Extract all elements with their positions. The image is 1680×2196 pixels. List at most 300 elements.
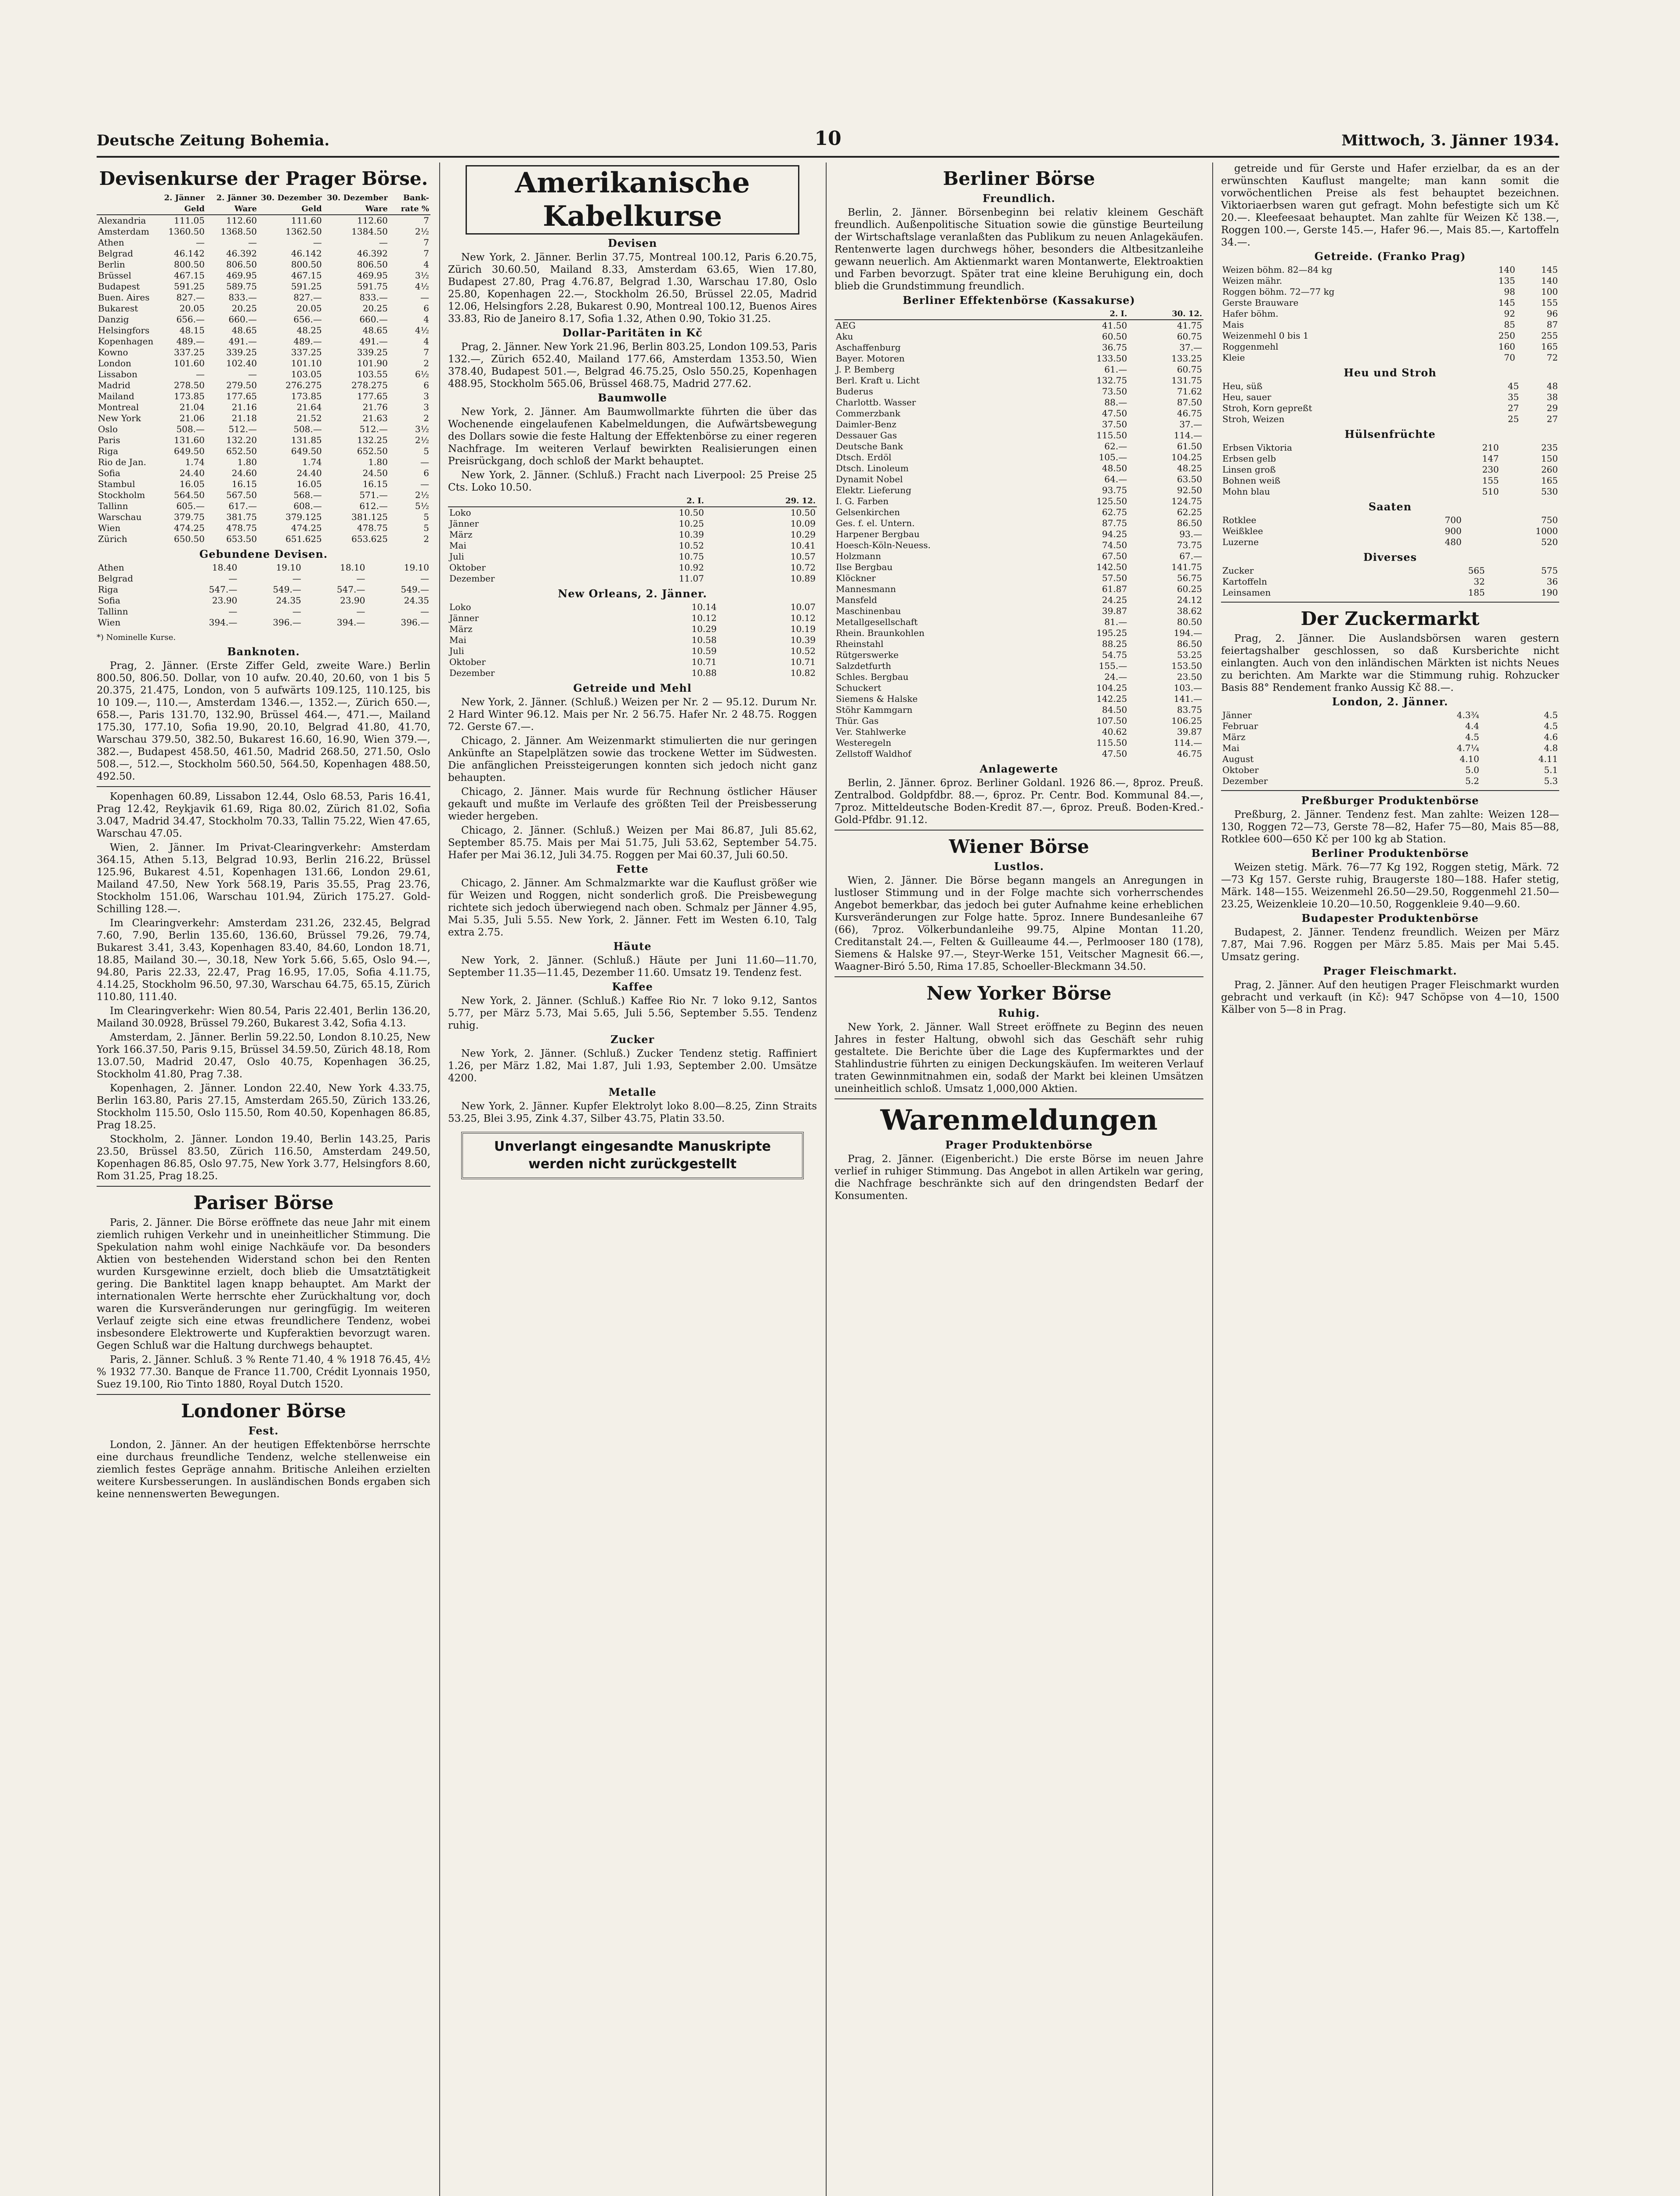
- row-label: August: [1222, 754, 1254, 764]
- row-value: —: [420, 457, 429, 467]
- table-row: [97, 457, 430, 468]
- row-value: 5: [423, 446, 429, 456]
- row-value: 102.40: [226, 358, 257, 368]
- table-row: [835, 529, 1203, 540]
- row-value: 111.60: [291, 215, 322, 226]
- row-value: 5: [423, 512, 429, 522]
- table-row: [97, 512, 430, 523]
- row-value: 38: [1546, 392, 1558, 402]
- table-row: [1221, 264, 1559, 275]
- row-value: 547.—: [336, 584, 365, 595]
- table-row: [97, 336, 430, 347]
- row-value: 508.—: [176, 424, 205, 434]
- row-value: 194.—: [1174, 628, 1202, 638]
- row-value: 37.—: [1179, 419, 1202, 430]
- row-value: 649.50: [291, 446, 322, 456]
- row-value: 70: [1504, 352, 1515, 363]
- paragraph: Amsterdam, 2. Jänner. Berlin 59.22.50, London 8.10.25, New York 166.37.50, Paris 9.15, Brüssel 34.59.50, Zürich 48.18, Rom 13.07.50, Madrid 20.47, Oslo 40.75, Kopenhagen 36.25, Stockholm 41.80, Prag 7.38.: [97, 1032, 430, 1080]
- row-value: 27: [1546, 414, 1558, 424]
- table-row: [835, 726, 1203, 737]
- diverses-title: Diverses: [1363, 551, 1417, 563]
- table-row: [835, 595, 1203, 606]
- row-value: 11.07: [679, 573, 704, 584]
- row-value: 39.87: [1177, 726, 1202, 737]
- table-row: [97, 248, 430, 259]
- table-row: [835, 364, 1203, 375]
- row-value: 1.80: [237, 457, 257, 467]
- page-number: 10: [814, 127, 842, 150]
- column-2: [448, 163, 817, 2196]
- table-row: [835, 661, 1203, 672]
- row-value: 19.10: [276, 562, 301, 573]
- row-value: 56.75: [1177, 573, 1202, 583]
- haeute-sub: Häute: [613, 940, 652, 953]
- row-value: 37.50: [1102, 419, 1127, 430]
- fette-sub: Fette: [616, 863, 649, 875]
- row-value: 87: [1546, 319, 1558, 330]
- row-value: 114.—: [1174, 430, 1202, 441]
- wiener-sub: Lustlos.: [994, 860, 1044, 873]
- row-value: 589.75: [226, 281, 257, 292]
- row-label: Rhein. Braunkohlen: [836, 628, 925, 638]
- row-value: 145: [1541, 264, 1558, 275]
- row-value: 106.25: [1171, 715, 1202, 726]
- row-value: 10.29: [790, 529, 816, 540]
- table-row: [835, 628, 1203, 639]
- row-value: 21.16: [231, 402, 257, 412]
- row-value: 93.—: [1179, 529, 1202, 539]
- row-label: Erbsen gelb: [1222, 453, 1276, 464]
- table-row: [1221, 765, 1559, 776]
- row-value: 67.—: [1179, 551, 1202, 561]
- row-value: 278.275: [351, 380, 388, 390]
- row-value: 512.—: [228, 424, 257, 434]
- row-value: 48.15: [179, 325, 205, 336]
- column-rule: [439, 163, 440, 2196]
- row-value: 379.75: [174, 512, 205, 522]
- clearing-paragraphs: [97, 791, 430, 1182]
- row-value: 605.—: [176, 501, 205, 511]
- row-value: 806.50: [357, 259, 388, 270]
- row-value: 1.74: [185, 457, 205, 467]
- table-row: [835, 606, 1203, 617]
- row-value: 63.50: [1177, 474, 1202, 484]
- table-header-cell: [97, 192, 155, 215]
- pariser-text: [97, 1217, 430, 1391]
- table-row: [1221, 537, 1559, 548]
- table-header-cell: 30. Dezember Geld: [258, 192, 323, 215]
- row-value: 62.25: [1177, 507, 1202, 517]
- table-row: [1221, 486, 1559, 497]
- table-row: [448, 507, 817, 518]
- row-value: 10.72: [790, 562, 816, 573]
- row-value: 2½: [415, 226, 429, 237]
- row-label: Elektr. Lieferung: [836, 485, 911, 495]
- table-row: [97, 303, 430, 314]
- row-value: 5.2: [1465, 776, 1479, 786]
- row-label: Schles. Bergbau: [836, 672, 909, 682]
- table-row: [1221, 442, 1559, 453]
- table-row: [448, 624, 817, 635]
- row-value: —: [379, 237, 388, 248]
- row-value: 10.29: [691, 624, 717, 634]
- row-label: Schuckert: [836, 683, 882, 693]
- row-label: Bukarest: [98, 303, 138, 314]
- budapester-text: Budapest, 2. Jänner. Tendenz freundlich. Weizen per März 7.87, Mai 7.96. Roggen per März 5.85. Mais per Mai 5.45. Umsatz gering.: [1221, 927, 1559, 963]
- row-value: 1360.50: [168, 226, 205, 237]
- row-value: 230: [1482, 464, 1499, 475]
- row-label: Mai: [449, 540, 466, 551]
- row-value: 62.75: [1102, 507, 1127, 517]
- row-value: 160: [1498, 341, 1515, 352]
- table-row: [448, 602, 817, 613]
- row-label: Gelsenkirchen: [836, 507, 900, 517]
- row-value: 10.19: [790, 624, 816, 634]
- table-row: [97, 562, 430, 573]
- row-value: 185: [1468, 587, 1485, 598]
- row-label: Kleie: [1222, 352, 1245, 363]
- table-header-cell: [448, 495, 611, 507]
- table-row: [835, 693, 1203, 704]
- london-title: London, 2. Jänner.: [1332, 695, 1449, 708]
- row-value: 142.25: [1096, 693, 1127, 704]
- table-row: [97, 281, 430, 292]
- table-row: [97, 325, 430, 336]
- banknoten-title: Banknoten.: [227, 645, 300, 658]
- row-value: 3: [423, 391, 429, 401]
- row-value: 132.20: [226, 435, 257, 445]
- row-value: 73.50: [1102, 386, 1127, 397]
- row-value: 92.50: [1177, 485, 1202, 495]
- row-label: Sofia: [98, 468, 121, 478]
- paragraph: Im Clearingverkehr: Wien 80.54, Paris 22.401, Berlin 136.20, Mailand 30.0928, Brüssel 79.260, Bukarest 3.42, Sofia 4.13.: [97, 1005, 430, 1029]
- row-value: 530: [1541, 486, 1558, 497]
- huelsen-title: Hülsenfrüchte: [1344, 428, 1436, 441]
- row-value: —: [420, 573, 429, 584]
- row-label: Thür. Gas: [836, 715, 879, 726]
- row-value: 131.75: [1171, 375, 1202, 386]
- table-row: [97, 270, 430, 281]
- row-value: 60.75: [1177, 331, 1202, 342]
- row-value: 61.50: [1177, 441, 1202, 451]
- row-value: 60.50: [1102, 331, 1127, 342]
- row-value: 20.05: [296, 303, 322, 314]
- row-label: Belgrad: [98, 573, 134, 584]
- row-value: 165: [1541, 475, 1558, 486]
- budapester-title: Budapester Produktenbörse: [1301, 912, 1479, 925]
- divider: [97, 1394, 430, 1395]
- row-value: 101.90: [357, 358, 388, 368]
- table-row: [97, 391, 430, 402]
- pariser-title: Pariser Börse: [193, 1192, 334, 1214]
- row-value: 10.52: [679, 540, 704, 551]
- row-label: Bayer. Motoren: [836, 353, 905, 364]
- zucker-sub: Zucker: [610, 1033, 655, 1046]
- row-value: 2½: [415, 435, 429, 445]
- row-value: 25: [1507, 414, 1519, 424]
- row-value: 478.75: [226, 523, 257, 533]
- row-value: 10.41: [790, 540, 816, 551]
- row-value: 649.50: [174, 446, 205, 456]
- fette-text: Chicago, 2. Jänner. Am Schmalzmarkte war die Kauflust größer wie für Weizen und Roggen, nicht sonderlich groß. Die Preisbewegung richtete sich jedoch überwiegend nach oben. Schmalz per Jänner 4.95, Mai 5.35, Juli 5.55. New York, 2. Jänner. Fett im Westen 6.10, Talg extra 2.75.: [448, 878, 817, 938]
- table-row: [97, 413, 430, 424]
- table-row: [835, 540, 1203, 551]
- table-row: [448, 613, 817, 624]
- row-value: 10.12: [790, 613, 816, 623]
- row-value: 18.10: [340, 562, 365, 573]
- row-value: 24.—: [1104, 672, 1127, 682]
- row-value: 37.—: [1179, 342, 1202, 353]
- row-value: 591.25: [174, 281, 205, 292]
- newyork-text: New York, 2. Jänner. Wall Street eröffnete zu Beginn des neuen Jahres in fester Haltung, obwohl sich das Geschäft sehr ruhig gestaltete. Die Berichte über die Lage des Kupfermarktes und der Stahlindustrie führten zu einigen Deckungskäufen. Im weiteren Verlauf traten Gewinnmitnahmen ein, sodaß der Markt bei kleinen Umsätzen uneinheitlich schloß. Umsatz 1,000,000 Aktien.: [835, 1022, 1203, 1094]
- table-row: [448, 540, 817, 551]
- anlage-title: Anlagewerte: [979, 762, 1059, 775]
- row-value: 5: [423, 523, 429, 533]
- row-value: 833.—: [228, 292, 257, 303]
- row-value: 10.14: [691, 602, 717, 612]
- row-value: 255: [1541, 330, 1558, 341]
- row-value: 10.59: [691, 646, 717, 656]
- row-value: 54.75: [1102, 650, 1127, 660]
- row-value: —: [248, 369, 257, 379]
- row-value: 396.—: [401, 617, 429, 628]
- row-label: Deutsche Bank: [836, 441, 903, 451]
- row-label: März: [1222, 732, 1246, 742]
- pressburg-text: Preßburg, 2. Jänner. Tendenz fest. Man zahlte: Weizen 128—130, Roggen 72—73, Gerste 78—82, Hafer 75—80, Mais 85—88, Rotklee 600—650 Kč per 100 kg ab Station.: [1221, 809, 1559, 845]
- row-value: 806.50: [226, 259, 257, 270]
- row-label: Warschau: [98, 512, 142, 522]
- effekten-table: [835, 308, 1203, 759]
- row-value: 177.65: [226, 391, 257, 401]
- row-value: 87.75: [1102, 518, 1127, 528]
- table-row: [1221, 381, 1559, 392]
- table-row: [448, 635, 817, 646]
- table-row: [1221, 319, 1559, 330]
- row-value: 1.80: [368, 457, 388, 467]
- row-value: 141.75: [1171, 562, 1202, 572]
- row-value: 474.25: [174, 523, 205, 533]
- row-label: Leinsamen: [1222, 587, 1271, 598]
- row-value: 10.71: [790, 657, 816, 667]
- divider: [835, 830, 1203, 831]
- row-value: 46.142: [291, 248, 322, 259]
- fleisch-text: Prag, 2. Jänner. Auf den heutigen Prager Fleischmarkt wurden gebracht und verkauft (in Kč): 947 Schöpse von 4—10, 1500 Kälber von 5—8 in Prag.: [1221, 979, 1559, 1015]
- divider: [97, 786, 430, 787]
- row-label: Luzerne: [1222, 537, 1259, 547]
- row-value: 10.25: [679, 518, 704, 529]
- row-value: 4: [423, 259, 429, 270]
- paragraph: New York, 2. Jänner. (Schluß.) Fracht nach Liverpool: 25 Preise 25 Cts. Loko 10.50.: [448, 470, 817, 493]
- row-value: 73.75: [1177, 540, 1202, 550]
- table-row: [1221, 743, 1559, 754]
- heu-table: [1221, 381, 1559, 425]
- row-label: Kartoffeln: [1222, 576, 1267, 587]
- row-label: Mohn blau: [1222, 486, 1270, 497]
- table-row: [835, 617, 1203, 628]
- row-label: Rotklee: [1222, 515, 1257, 525]
- row-value: 1362.50: [285, 226, 322, 237]
- table-header-cell: 30. Dezember Ware: [323, 192, 389, 215]
- row-value: 101.10: [291, 358, 322, 368]
- table-row: [97, 435, 430, 446]
- row-value: 827.—: [293, 292, 322, 303]
- row-label: Oktober: [449, 562, 486, 573]
- paragraph: Chicago, 2. Jänner. Am Weizenmarkt stimulierten die nur geringen Ankünfte an Stapelplätzen sowie das trockene Wetter im Südwesten. Die anfänglichen Preissteigerungen konnten sich jedoch nicht ganz behaupten.: [448, 735, 817, 784]
- row-label: J. P. Bemberg: [836, 364, 895, 375]
- row-label: Helsingfors: [98, 325, 150, 336]
- londoner-text: London, 2. Jänner. An der heutigen Effektenbörse herrschte eine durchaus freundliche Tendenz, welche stellenweise ein ziemlich festes Gepräge annahm. Britische Anleihen erzielten weitere Kursbesserungen. In ausländischen Bonds ergaben sich keine nennenswerten Bewegungen.: [97, 1439, 430, 1500]
- row-value: 153.50: [1171, 661, 1202, 671]
- row-value: 650.50: [174, 534, 205, 544]
- table-header-cell: 2. I.: [1054, 308, 1129, 320]
- row-label: Berlin: [98, 259, 125, 270]
- table-row: [448, 668, 817, 679]
- row-label: Buderus: [836, 386, 873, 397]
- paragraph: Stockholm, 2. Jänner. London 19.40, Berlin 143.25, Paris 23.50, Brüssel 83.50, Zürich 116.50, Amsterdam 249.50, Kopenhagen 86.85, Oslo 97.75, New York 3.77, Helsingfors 8.60, Rom 31.25, Prag 18.25.: [97, 1134, 430, 1182]
- row-value: 10.75: [679, 551, 704, 562]
- row-value: 656.—: [293, 314, 322, 325]
- table-row: [1221, 414, 1559, 425]
- row-value: 24.40: [296, 468, 322, 478]
- table-row: [97, 215, 430, 226]
- newyork-sub: Ruhig.: [998, 1007, 1040, 1019]
- table-row: [835, 463, 1203, 474]
- row-value: 85: [1504, 319, 1515, 330]
- table-row: [1221, 286, 1559, 297]
- row-label: Commerzbank: [836, 408, 900, 419]
- row-label: Danzig: [98, 314, 129, 325]
- row-value: 173.85: [291, 391, 322, 401]
- table-row: [835, 672, 1203, 683]
- cotton-table: [448, 495, 817, 584]
- row-value: 24.25: [1102, 595, 1127, 605]
- row-value: 94.25: [1102, 529, 1127, 539]
- row-value: 74.50: [1102, 540, 1127, 550]
- row-value: 48.65: [362, 325, 388, 336]
- row-value: 4.11: [1538, 754, 1558, 764]
- orleans-table: [448, 602, 817, 679]
- row-value: 133.25: [1171, 353, 1202, 364]
- row-value: 57.50: [1102, 573, 1127, 583]
- row-label: Loko: [449, 602, 471, 612]
- row-value: 564.50: [174, 490, 205, 500]
- row-label: Aku: [836, 331, 853, 342]
- table-row: [835, 397, 1203, 408]
- row-label: Erbsen Viktoria: [1222, 442, 1292, 453]
- zucker-text: New York, 2. Jänner. (Schluß.) Zucker Tendenz stetig. Raffiniert 1.26, per März 1.82, Mai 1.87, Juli 1.93, September 2.00. Umsätze 4200.: [448, 1048, 817, 1084]
- row-value: 339.25: [357, 347, 388, 358]
- metalle-sub: Metalle: [608, 1086, 657, 1098]
- row-value: 10.12: [691, 613, 717, 623]
- row-value: 5½: [415, 501, 429, 511]
- row-label: Mansfeld: [836, 595, 877, 605]
- fleisch-title: Prager Fleischmarkt.: [1323, 964, 1457, 977]
- table-row: [835, 518, 1203, 529]
- table-row: [1221, 776, 1559, 787]
- row-label: Paris: [98, 435, 120, 445]
- row-value: 39.87: [1102, 606, 1127, 616]
- divider: [1221, 602, 1559, 603]
- table-row: [97, 424, 430, 435]
- row-value: 337.25: [174, 347, 205, 358]
- pressburg-title: Preßburger Produktenbörse: [1301, 794, 1479, 807]
- row-label: Berl. Kraft u. Licht: [836, 375, 920, 386]
- row-value: 4.5: [1465, 732, 1479, 742]
- berliner-sub: Freundlich.: [983, 192, 1055, 205]
- row-label: Mai: [449, 635, 466, 645]
- table-row: [448, 551, 817, 562]
- row-value: 276.275: [285, 380, 322, 390]
- row-value: 5.1: [1544, 765, 1558, 775]
- row-value: 20.25: [231, 303, 257, 314]
- heu-title: Heu und Stroh: [1344, 366, 1437, 379]
- table-row: [835, 551, 1203, 562]
- row-value: 10.89: [790, 573, 816, 584]
- row-value: 5.0: [1465, 765, 1479, 775]
- table-row: [448, 573, 817, 584]
- row-label: Oktober: [1222, 765, 1259, 775]
- table-row: [97, 347, 430, 358]
- row-value: 124.75: [1171, 496, 1202, 506]
- row-value: 10.82: [790, 668, 816, 678]
- row-value: 133.50: [1096, 353, 1127, 364]
- row-value: 190: [1541, 587, 1558, 598]
- row-value: 103.—: [1174, 683, 1202, 693]
- row-value: 489.—: [293, 336, 322, 347]
- table-row: [97, 606, 430, 617]
- table-row: [1221, 576, 1559, 587]
- row-label: Dtsch. Erdöl: [836, 452, 892, 462]
- anlage-text: Berlin, 2. Jänner. 6proz. Berliner Goldanl. 1926 86.—, 8proz. Preuß. Zentralbod. Goldpfdbr. 88.—, 6proz. Pr. Centr. Bod. Kommunal 84.—, 7proz. Mitteldeutsche Boden-Kredit 87.—, 6proz. Preuß. Boden-Kred.-Gold-Pfdbr. 91.12.: [835, 777, 1203, 826]
- paragraph: Im Clearingverkehr: Amsterdam 231.26, 232.45, Belgrad 7.60, 7.90, Berlin 135.60, 136.60, Brüssel 79.26, 79.74, Bukarest 3.41, 3.43, Kopenhagen 83.40, 84.60, London 18.71, 18.85, Mailand 30.—, 30.18, New York 5.66, 5.65, Oslo 94.—, 94.80, Paris 22.33, 22.47, Prag 16.95, 17.05, Sofia 4.11.75, 4.14.25, Stockholm 96.50, 97.30, Warschau 64.75, 65.15, Zürich 110.80, 111.40.: [97, 917, 430, 1003]
- row-value: 16.05: [179, 479, 205, 489]
- row-value: 16.05: [296, 479, 322, 489]
- row-value: 5.3: [1544, 776, 1558, 786]
- londoner-title: Londoner Börse: [181, 1400, 346, 1422]
- row-value: 132.25: [357, 435, 388, 445]
- row-label: Amsterdam: [98, 226, 149, 237]
- row-label: März: [449, 529, 473, 540]
- row-value: 379.125: [285, 512, 322, 522]
- row-value: 210: [1482, 442, 1499, 453]
- row-value: 24.50: [362, 468, 388, 478]
- row-value: 7: [423, 215, 429, 226]
- row-value: 101.60: [174, 358, 205, 368]
- row-value: 141.—: [1174, 693, 1202, 704]
- newyork-title: New Yorker Börse: [926, 982, 1112, 1004]
- row-value: 62.—: [1104, 441, 1127, 451]
- row-label: Rütgerswerke: [836, 650, 899, 660]
- neworleans-sub: New Orleans, 2. Jänner.: [558, 587, 707, 600]
- row-label: Kopenhagen: [98, 336, 154, 347]
- row-value: 125.50: [1096, 496, 1127, 506]
- row-value: 800.50: [174, 259, 205, 270]
- row-value: 565: [1468, 565, 1485, 576]
- row-value: 155.—: [1098, 661, 1127, 671]
- top-text: getreide und für Gerste und Hafer erzielbar, da es an der erwünschten Kauflust mangelte; man kann somit die vorwöchentlichen Preise als fest behauptet bezeichnen. Viktoriaerbsen waren gut gefragt. Mohn befestigte sich um Kč 20.—. Kleefeesaat behauptet. Man zahlte für Weizen Kč 138.—, Roggen 100.—, Gerste 145.—, Hafer 96.—, Mais 85.—, Kartoffeln 34.—.: [1221, 163, 1559, 248]
- row-value: 900: [1445, 526, 1462, 536]
- row-value: 29: [1546, 403, 1558, 413]
- row-label: Wien: [98, 617, 121, 628]
- row-value: 112.60: [357, 215, 388, 226]
- table-row: [835, 441, 1203, 452]
- row-value: 155: [1482, 475, 1499, 486]
- row-value: 86.50: [1177, 639, 1202, 649]
- row-label: Montreal: [98, 402, 139, 412]
- row-label: Metallgesellschaft: [836, 617, 918, 627]
- huelsen-table: [1221, 442, 1559, 497]
- row-label: Ilse Bergbau: [836, 562, 893, 572]
